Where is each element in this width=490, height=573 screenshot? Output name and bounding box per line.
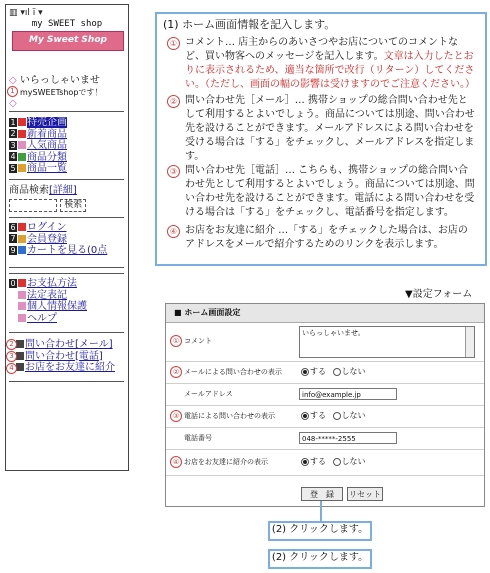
greeting-line1: いらっしゃいませ xyxy=(19,75,100,86)
menu-item-payment[interactable] xyxy=(9,278,87,290)
radio-on[interactable] xyxy=(301,368,309,376)
contact-phone-link[interactable] xyxy=(16,351,115,363)
radio-off-label: しない xyxy=(341,411,366,420)
explanation-note: 文章は入力したとおりに表示されるため、適当な箇所で改行（リターン）してください。（ただし、画面の幅の影響は受けますのでご注意ください。） xyxy=(185,51,475,90)
menu-item-label[interactable]: お支払方法 xyxy=(27,278,77,289)
callout-number: ② xyxy=(167,95,180,108)
menu-item-privacy[interactable] xyxy=(9,301,87,313)
mail-inquiry-radios xyxy=(301,367,366,377)
key-7-icon: 7 xyxy=(10,234,16,243)
privacy-icon xyxy=(18,302,26,310)
radio-off-label: しない xyxy=(341,367,366,376)
search-input[interactable] xyxy=(9,199,57,212)
callout-number: ③ xyxy=(167,165,180,178)
popular-icon xyxy=(18,141,26,149)
introduce-link[interactable] xyxy=(16,362,115,374)
callout-marker-3: 3 xyxy=(6,351,17,362)
menu-item-label[interactable]: 人気商品 xyxy=(27,140,67,151)
explanation-text: 問い合わせ先［電話］… こちらも、携帯ショップの総合問い合わせ先として利用するとよいでしょう。商品については別途、問い合わせ先を設けることができます。電話による問い合わせを受ける場合は「する」をチェックし、電話番号を指定します。 xyxy=(185,165,475,218)
contact-phone-label[interactable]: 問い合わせ[電話] xyxy=(25,350,103,362)
form-title: ■ ホーム画面設定 xyxy=(174,308,241,317)
radio-off-label: しない xyxy=(341,457,366,466)
divider xyxy=(9,273,124,274)
phone-screen xyxy=(5,4,129,471)
menu-item-label[interactable]: 商品一覧 xyxy=(27,163,67,174)
explanation-text: コメント… 店主からのあいさつやお店についてのコメントなど、買い物客へのメッセージを記入します。 xyxy=(185,37,458,62)
phone-inquiry-label: 電話による問い合わせの表示 xyxy=(184,412,275,420)
diamond-icon: ◇ xyxy=(9,98,17,109)
member-icon xyxy=(18,235,26,243)
friend-icon xyxy=(16,363,24,371)
explanation-text: 問い合わせ先［メール］… 携帯ショップの総合問い合わせ先として利用するとよいでしょう。商品については別途、問い合わせ先を設けることができます。メールアドレスによる問い合わせを受ける場合は「する」をチェックし、メールアドレスを指定します。 xyxy=(185,95,475,162)
greeting-line2: mySWEETshopです！ xyxy=(20,88,103,97)
callout-number: ④ xyxy=(170,456,182,468)
mail-address-input[interactable]: info@example.jp xyxy=(299,388,397,400)
key-6-icon: 6 xyxy=(10,222,16,232)
explanation-heading: (1) ホーム画面情報を記入します。 xyxy=(163,18,336,31)
callout-number: ② xyxy=(170,366,182,378)
menu-item-label[interactable]: 会員登録 xyxy=(27,233,67,245)
introduce-label[interactable]: お店をお友達に紹介 xyxy=(25,362,115,373)
menu-item-label[interactable]: ヘルプ xyxy=(27,312,57,324)
search-button[interactable]: 検索 xyxy=(60,199,86,212)
divider xyxy=(9,332,124,333)
callout-number: ④ xyxy=(167,225,180,238)
legal-icon xyxy=(18,291,26,299)
key-1-icon: 1 xyxy=(10,117,16,127)
main-menu xyxy=(9,117,67,175)
introduce-row xyxy=(166,449,484,476)
divider xyxy=(9,179,124,180)
form-caption: ▼設定フォーム xyxy=(405,289,473,300)
cart-icon xyxy=(18,246,26,254)
search-row xyxy=(9,199,86,212)
radio-on[interactable] xyxy=(301,458,309,466)
explanation-item-1 xyxy=(167,36,477,92)
payment-icon xyxy=(18,279,26,287)
mail-icon xyxy=(16,340,24,348)
explanation-item-3 xyxy=(167,164,477,220)
search-detail-link[interactable]: [詳細] xyxy=(49,185,77,196)
reset-button[interactable]: リセット xyxy=(347,487,383,501)
comment-row xyxy=(166,323,484,362)
explanation-box xyxy=(155,12,487,266)
banner-text: My Sweet Shop xyxy=(29,35,107,45)
settings-form xyxy=(165,303,485,507)
menu-item-legal[interactable] xyxy=(9,290,87,302)
account-menu xyxy=(9,222,107,257)
comment-value: いらっしゃいませ。 xyxy=(302,329,365,337)
new-icon xyxy=(18,130,26,138)
menu-item-label[interactable]: 法定表記 xyxy=(27,289,67,301)
mail-address-label: メールアドレス xyxy=(184,390,233,398)
menu-item-5[interactable] xyxy=(9,163,67,175)
radio-on-label: する xyxy=(310,411,326,420)
divider xyxy=(9,381,124,382)
key-0-icon: 0 xyxy=(10,278,16,288)
explanation-item-4 xyxy=(167,224,477,252)
shop-banner xyxy=(12,31,124,51)
menu-item-3[interactable] xyxy=(9,140,67,152)
radio-off[interactable] xyxy=(333,458,341,466)
key-9-icon: 9 xyxy=(10,245,16,255)
key-4-icon: 4 xyxy=(10,152,16,161)
textarea-scrollbar[interactable] xyxy=(465,327,474,357)
explanation-item-2 xyxy=(167,94,477,164)
divider xyxy=(9,267,124,268)
shop-name: my SWEET shop xyxy=(31,19,103,29)
comment-textarea[interactable] xyxy=(299,326,475,358)
product-search xyxy=(9,185,77,197)
menu-item-2[interactable] xyxy=(9,129,67,141)
menu-item-label[interactable]: 商品分類 xyxy=(27,151,67,163)
phone-inquiry-row xyxy=(166,405,484,428)
mail-address-row xyxy=(166,383,484,406)
connector-line xyxy=(320,501,322,521)
callout-click: (2) クリックします。 xyxy=(268,521,372,541)
list-icon xyxy=(18,164,26,172)
callout-number: ① xyxy=(170,335,182,347)
key-5-icon: 5 xyxy=(10,163,16,173)
divider xyxy=(9,217,124,218)
menu-item-help[interactable] xyxy=(9,313,87,325)
sale-icon xyxy=(18,118,26,126)
radio-on-label: する xyxy=(310,367,326,376)
callout-marker-4: 4 xyxy=(6,363,17,374)
phone-inquiry-radios xyxy=(301,411,366,421)
menu-item-login[interactable] xyxy=(9,222,107,234)
explanation-text: お店をお友達に紹介 …「する」をチェックした場合は、お店のアドレスをメールで紹介するためのリンクを表示します。 xyxy=(185,225,468,250)
category-icon xyxy=(18,153,26,161)
menu-item-label[interactable]: 個人情報保護 xyxy=(27,301,87,312)
contact-menu xyxy=(16,339,115,374)
callout-number: ③ xyxy=(170,410,182,422)
radio-on-label: する xyxy=(310,457,326,466)
phone-number-input[interactable]: 048-*****-2555 xyxy=(299,432,397,444)
status-bar: ▥ ▾ıl ï ▾ xyxy=(9,8,43,18)
menu-item-register[interactable] xyxy=(9,234,107,246)
info-menu xyxy=(9,278,87,324)
menu-item-1[interactable] xyxy=(9,117,67,129)
menu-item-label[interactable]: 新着商品 xyxy=(27,128,67,140)
mail-inquiry-row xyxy=(166,361,484,384)
callout-marker-1: 1 xyxy=(7,86,18,97)
callout-marker-2: 2 xyxy=(6,339,17,350)
radio-on[interactable] xyxy=(301,412,309,420)
phone-number-label: 電話番号 xyxy=(184,434,212,442)
mail-inquiry-label: メールによる問い合わせの表示 xyxy=(184,368,282,376)
menu-item-label[interactable]: 特売企画 xyxy=(27,117,67,128)
greeting xyxy=(9,75,100,87)
divider xyxy=(9,111,124,112)
phone-icon xyxy=(16,352,24,360)
menu-item-label[interactable]: カートを見る(0点 xyxy=(27,245,108,256)
phone-number-row xyxy=(166,427,484,450)
callout-click: (2) クリックします。 xyxy=(268,549,372,569)
menu-item-cart[interactable] xyxy=(9,245,107,257)
introduce-label: お店をお友達に紹介の表示 xyxy=(184,458,268,466)
search-label: 商品検索 xyxy=(9,185,49,196)
help-icon xyxy=(18,314,26,322)
menu-item-label[interactable]: ログイン xyxy=(27,222,67,233)
key-2-icon: 2 xyxy=(10,129,16,138)
submit-button[interactable]: 登 録 xyxy=(301,487,343,501)
key-icon xyxy=(18,223,26,231)
contact-mail-link[interactable] xyxy=(16,339,115,351)
form-title-bar xyxy=(166,304,484,323)
comment-label: コメント xyxy=(184,337,212,345)
radio-off[interactable] xyxy=(333,368,341,376)
menu-item-4[interactable] xyxy=(9,152,67,164)
callout-number: ① xyxy=(167,37,180,50)
key-3-icon: 3 xyxy=(10,140,16,150)
introduce-radios xyxy=(301,457,366,467)
radio-off[interactable] xyxy=(333,412,341,420)
diamond-icon: ◇ xyxy=(9,75,17,86)
contact-mail-label[interactable]: 問い合わせ[メール] xyxy=(25,339,113,350)
